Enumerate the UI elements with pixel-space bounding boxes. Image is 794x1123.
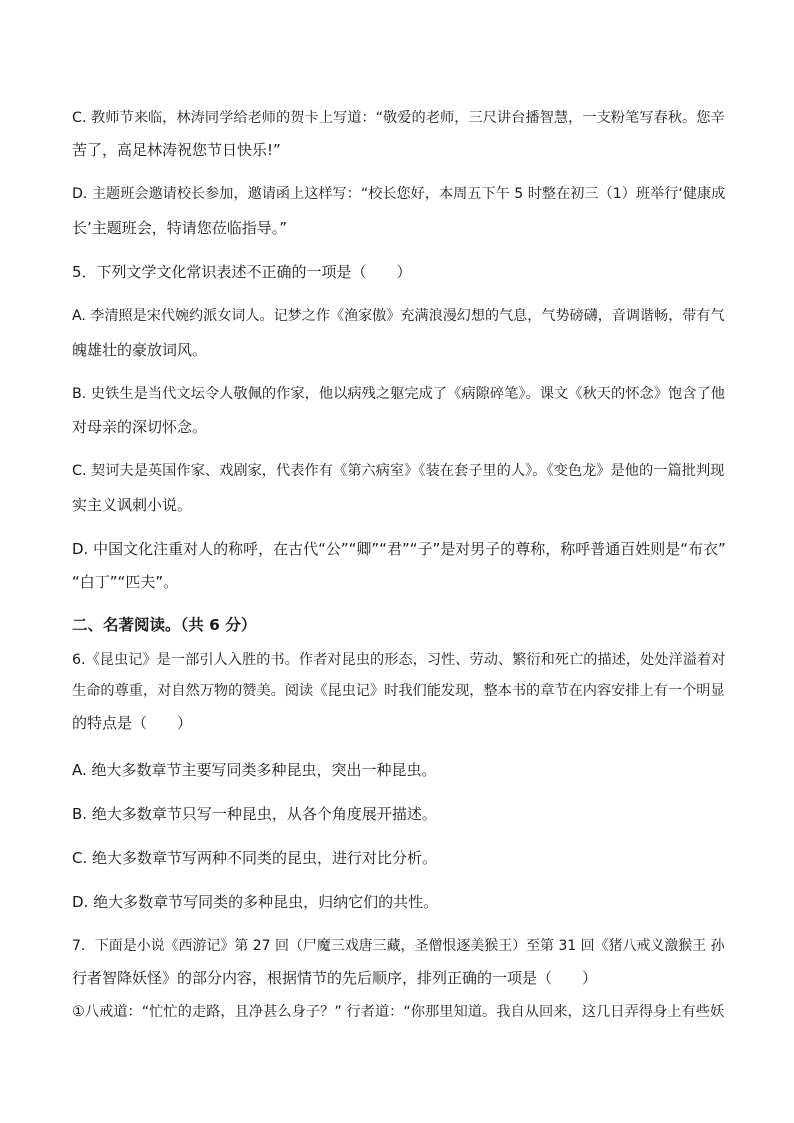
option-4c-line-1: C. 教师节来临，林涛同学给老师的贺卡上写道：“敬爱的老师，三尺讲台播智慧，一支粉笔写春秋。您辛 [72,110,725,126]
section-2-heading: 二、名著阅读。（共 6 分） [72,616,257,634]
option-6b: B. 绝大多数章节只写一种昆虫，从各个角度展开描述。 [72,805,437,823]
question-7-excerpt-1: ①八戒道：“忙忙的走路，且净甚么身子？” 行者道：“你那里知道。我自从回来，这几日弄得身上有些妖 [72,1004,725,1020]
option-6d: D. 绝大多数章节写同类的多种昆虫，归纳它们的共性。 [72,893,439,911]
question-6-line-3: 的特点是（ ） [72,714,193,732]
option-6c: C. 绝大多数章节写两种不同类的昆虫，进行对比分析。 [72,849,438,867]
option-5a-line-2: 魄雄壮的豪放词风。 [72,341,208,359]
option-5a-line-1: A. 李清照是宋代婉约派女词人。记梦之作《渔家傲》充满浪漫幻想的气息，气势磅礴，音调谐畅，带有气 [72,308,725,324]
option-4c-line-2: 苦了，高足林涛祝您节日快乐!” [72,141,281,159]
option-5b-line-2: 对母亲的深切怀念。 [72,418,208,436]
option-5c-line-2: 实主义讽刺小说。 [72,496,193,514]
option-4d-line-2: 长’主题班会，特请您莅临指导。” [72,219,288,237]
option-6a: A. 绝大多数章节主要写同类多种昆虫，突出一种昆虫。 [72,761,437,779]
question-6-line-1: 6.《昆虫记》是一部引人入胜的书。作者对昆虫的形态，习性、劳动、繁衍和死亡的描述，处处洋溢着对 [72,652,726,668]
option-5d-line-1: D. 中国文化注重对人的称呼，在古代“公”“卿”“君”“子”是对男子的尊称，称呼普通百姓则是“布衣” [72,540,726,558]
question-7-line-2: 行者智降妖怪》的部分内容，根据情节的先后顺序，排列正确的一项是（ ） [72,969,598,987]
question-5-stem: 5．下列文学文化常识表述不正确的一项是（ ） [72,263,412,281]
question-7-line-1: 7．下面是小说《西游记》第 27 回（尸魔三戏唐三藏，圣僧恨逐美猴王）至第 31 回《猪八戒义激猴王 孙 [72,938,725,954]
option-4d-line-1: D. 主题班会邀请校长参加，邀请函上这样写：“校长您好，本周五下午 5 时整在初三（1）班举行‘健康成 [72,186,726,202]
option-5c-line-1: C. 契诃夫是英国作家、戏剧家，代表作有《第六病室》《装在套子里的人》。《变色龙》是他的一篇批判现 [72,463,725,479]
option-5b-line-1: B. 史铁生是当代文坛令人敬佩的作家，他以病残之躯完成了《病隙碎笔》。课文《秋天的怀念》饱含了他 [72,386,725,402]
option-5d-line-2: “白丁”“匹夫”。 [72,573,179,591]
question-6-line-2: 生命的尊重，对自然万物的赞美。阅读《昆虫记》时我们能发现，整本书的章节在内容安排上有一个明显 [72,683,725,699]
